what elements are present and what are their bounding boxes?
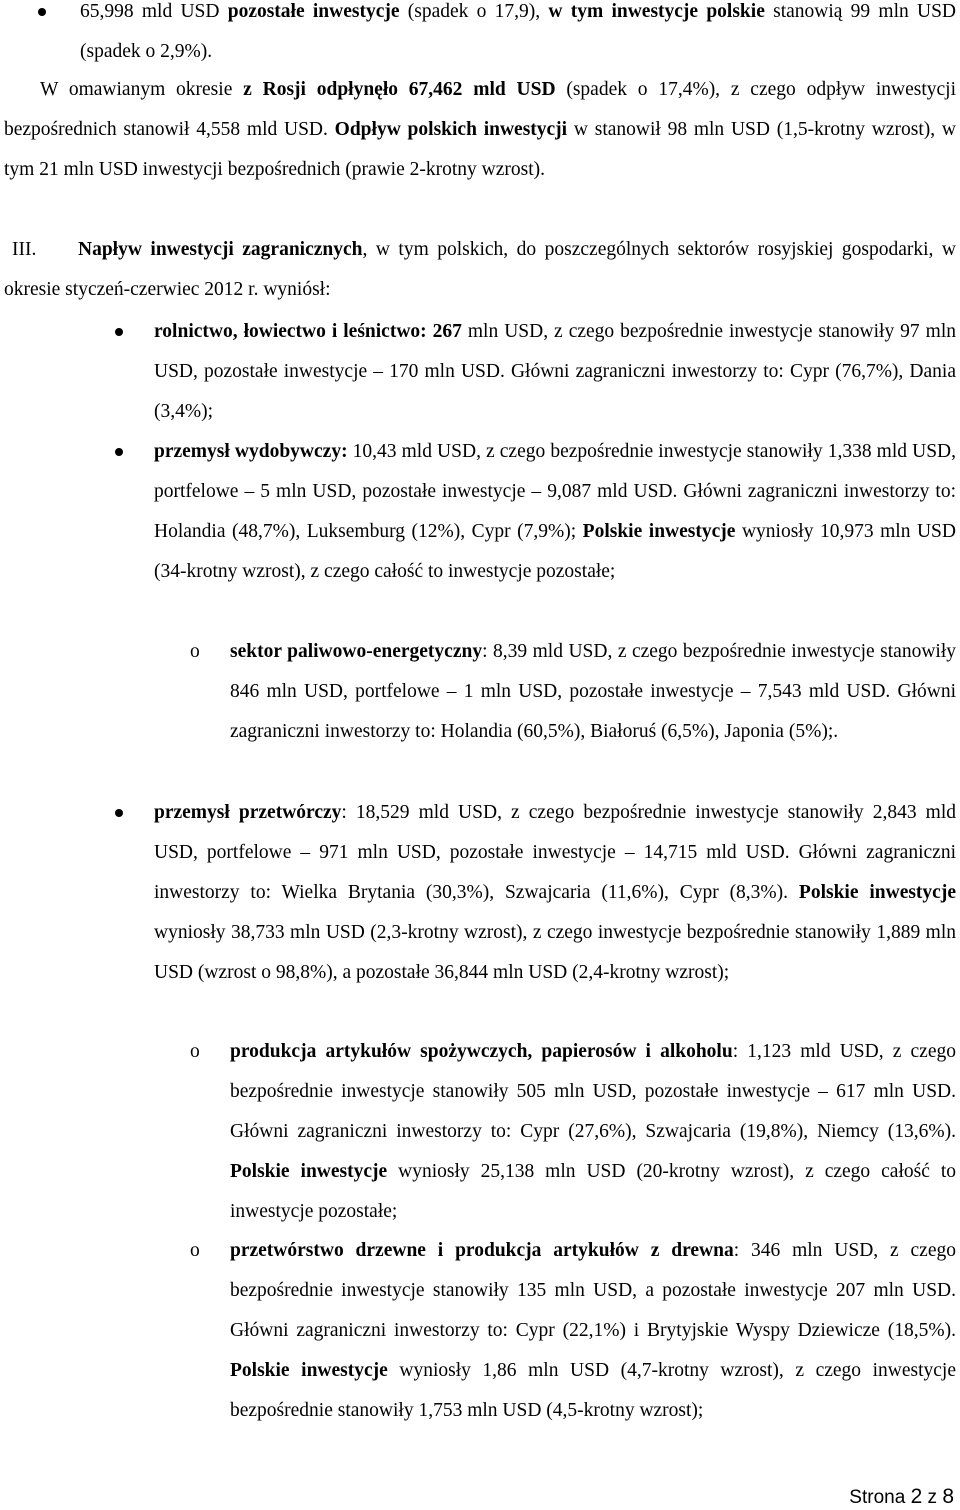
bullet-icon [38,8,46,16]
list-item: przemysł przetwórczy: 18,529 mld USD, z czego bezpośrednie inwestycje stanowiły 2,843 mld USD, portfelowe – 971 mln USD, pozostałe inwestycje – 14,715 mld USD. Główni zagraniczni inwestorzy to: Wielka Brytania (30,3%), Szwajcaria (11,6%), Cypr (8,3%). Polskie inwestycje wyniosły 38,733 mln USD (2,3-krotny wzrost), z czego inwestycje bezpośrednie stanowiły 1,889 mln USD (wzrost o 98,8%), a pozostałe 36,844 mln USD (2,4-krotny wzrost); [154,802,956,983]
bullet-icon [115,448,123,456]
total-pages: 8 [942,1485,954,1508]
sub-bullet-icon: o [190,1041,200,1062]
list-item: produkcja artykułów spożywczych, papierosów i alkoholu: 1,123 mld USD, z czego bezpośrednie inwestycje stanowiły 505 mln USD, pozostałe inwestycje – 617 mln USD. Główni zagraniczni inwestorzy to: Cypr (27,6%), Szwajcaria (19,8%), Niemcy (13,6%). Polskie inwestycje wyniosły 25,138 mln USD (20-krotny wzrost), z czego całość to inwestycje pozostałe; [230,1041,956,1222]
sub-bullet-icon: o [190,1240,200,1261]
page-separator: z [927,1487,938,1508]
bullet-icon [115,328,123,336]
page-label: Strona [849,1487,906,1508]
sub-bullet-icon: o [190,641,200,662]
list-item: przemysł wydobywczy: 10,43 mld USD, z czego bezpośrednie inwestycje stanowiły 1,338 mld USD, portfelowe – 5 mln USD, pozostałe inwestycje – 9,087 mld USD. Główni zagraniczni inwestorzy to: Holandia (48,7%), Luksemburg (12%), Cypr (7,9%); Polskie inwestycje wyniosły 10,973 mln USD (34-krotny wzrost), z czego całość to inwestycje pozostałe; [154,441,956,582]
list-item: przetwórstwo drzewne i produkcja artykułów z drewna: 346 mln USD, z czego bezpośrednie inwestycje stanowiły 135 mln USD, a pozostałe inwestycje 207 mln USD. Główni zagraniczni inwestorzy to: Cypr (22,1%) i Brytyjskie Wyspy Dziewicze (18,5%). Polskie inwestycje wyniosły 1,86 mln USD (4,7-krotny wzrost), z czego inwestycje bezpośrednie stanowiły 1,753 mln USD (4,5-krotny wzrost); [230,1240,956,1421]
bullet-icon [115,809,123,817]
list-item: sektor paliwowo-energetyczny: 8,39 mld USD, z czego bezpośrednie inwestycje stanowiły 846 mln USD, portfelowe – 1 mln USD, pozostałe inwestycje – 7,543 mld USD. Główni zagraniczni inwestorzy to: Holandia (60,5%), Białoruś (6,5%), Japonia (5%);. [230,641,956,742]
paragraph: W omawianym okresie z Rosji odpłynęło 67,462 mld USD (spadek o 17,4%), z czego odpływ inwestycji bezpośrednich stanowił 4,558 mld USD. Odpływ polskich inwestycji w stanowił 98 mln USD (1,5-krotny wzrost), w tym 21 mln USD inwestycji bezpośrednich (prawie 2-krotny wzrost). [4,79,957,180]
list-item: 65,998 mld USD pozostałe inwestycje (spadek o 17,9), w tym inwestycje polskie stanowią 99 mln USD (spadek o 2,9%). [80,1,957,62]
section-heading: III. Napływ inwestycji zagranicznych, w tym polskich, do poszczególnych sektorów rosyjskiej gospodarki, w okresie styczeń-czerwiec 2012 r. wyniósł: [4,239,956,300]
page-number [849,1485,954,1510]
current-page: 2 [910,1485,923,1508]
list-item: rolnictwo, łowiectwo i leśnictwo: 267 mln USD, z czego bezpośrednie inwestycje stanowiły 97 mln USD, pozostałe inwestycje – 170 mln USD. Główni zagraniczni inwestorzy to: Cypr (76,7%), Dania (3,4%); [154,321,956,422]
